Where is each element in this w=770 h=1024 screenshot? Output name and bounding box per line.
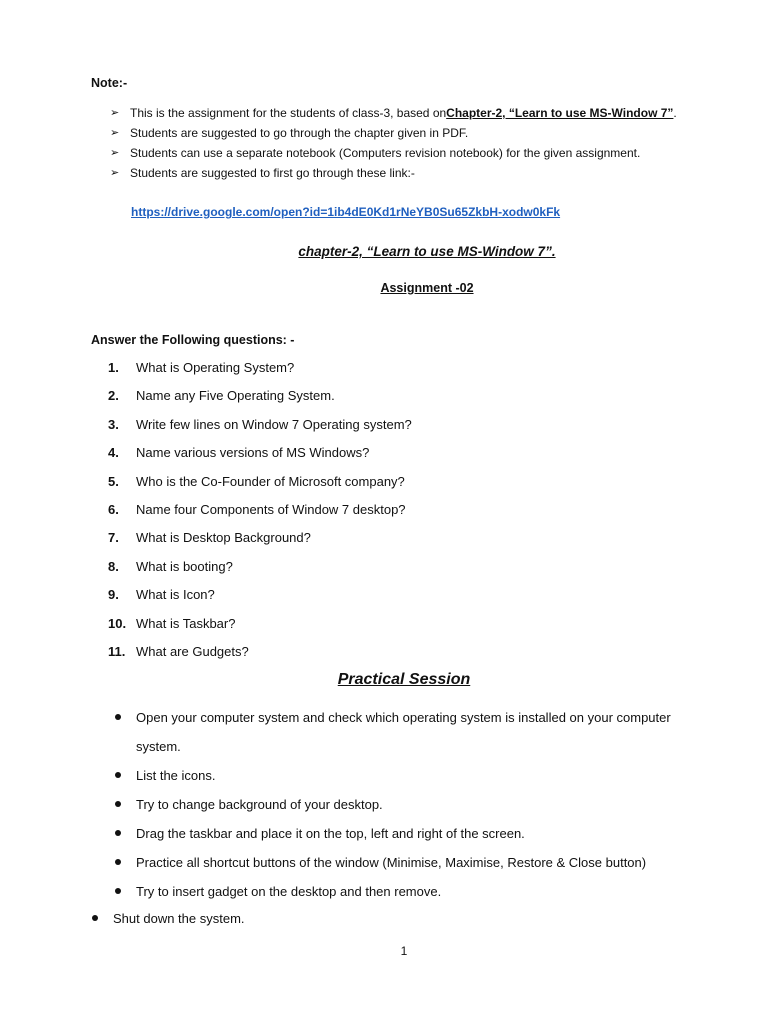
practical-item-text: Try to change background of your desktop. [136,797,383,812]
question-number: 11. [108,643,126,659]
note-list [110,103,677,183]
note-item [110,163,677,183]
arrow-bullet-icon: ➢ [110,147,120,159]
practical-item-text: Open your computer system and check which operating system is installed on your computer system. [136,710,671,754]
question-item [108,356,412,384]
question-number: 10. [108,615,127,631]
question-number: 9. [108,587,119,603]
practical-item [113,877,713,906]
question-number: 2. [108,388,119,404]
question-number: 1. [108,360,119,375]
chapter-title: chapter-2, “Learn to use MS-Window 7”. [298,244,556,259]
bullet-icon [115,830,121,836]
note-label: Note:- [91,76,128,90]
question-item [108,640,412,668]
bullet-icon [115,714,121,720]
question-item [108,413,412,441]
question-number: 5. [108,473,119,489]
bullet-icon [92,915,98,921]
question-item [108,470,412,498]
note-item-text: Students are suggested to first go through these link:- [130,166,415,180]
question-number: 8. [108,558,119,574]
practical-item [113,703,713,761]
arrow-bullet-icon: ➢ [110,127,120,139]
question-list [108,356,412,668]
note-item [110,143,677,163]
assignment-title: Assignment -02 [380,281,474,295]
question-text: Name four Components of Window 7 desktop? [136,501,406,517]
note-item [110,103,677,123]
question-item [108,526,412,554]
question-text: What is Icon? [136,587,215,603]
question-number: 4. [108,445,119,461]
question-item [108,441,412,469]
question-text: Write few lines on Window 7 Operating system? [136,416,412,432]
question-text: What are Gudgets? [136,643,249,659]
question-item [108,583,412,611]
practical-item-text: Practice all shortcut buttons of the window (Minimise, Maximise, Restore & Close button) [136,855,647,870]
drive-link[interactable]: https://drive.google.com/open?id=1ib4dE0Kd1rNeYB0Su65ZkbH-xodw0kFk [131,205,561,219]
page-number: 1 [400,944,408,958]
note-item-text: Students can use a separate notebook (Computers revision notebook) for the given assignment. [130,146,641,160]
arrow-bullet-icon: ➢ [110,167,120,179]
question-number: 6. [108,501,119,517]
bullet-icon [115,772,121,778]
note-item-suffix: . [673,106,677,120]
question-text: What is booting? [136,558,233,574]
practical-item-text: List the icons. [136,768,216,783]
question-text: What is Operating System? [136,360,295,375]
bullet-icon [115,859,121,865]
practical-session-title: Practical Session [337,671,471,688]
question-text: Who is the Co-Founder of Microsoft company? [136,473,405,489]
practical-item-text: Drag the taskbar and place it on the top, left and right of the screen. [136,826,525,841]
question-text: What is Desktop Background? [136,530,311,546]
question-number: 3. [108,416,119,432]
practical-final-item-text: Shut down the system. [113,911,245,926]
practical-item [113,761,713,790]
question-item [108,384,412,412]
question-text: What is Taskbar? [136,615,236,631]
practical-item-text: Try to insert gadget on the desktop and then remove. [136,884,442,899]
practical-list [113,703,713,906]
questions-heading: Answer the Following questions: - [91,333,295,347]
bullet-icon [115,888,121,894]
question-item [108,498,412,526]
note-item [110,123,677,143]
practical-item [113,819,713,848]
practical-final-item [90,904,245,933]
bullet-icon [115,801,121,807]
arrow-bullet-icon: ➢ [110,107,120,119]
note-item-text: This is the assignment for the students of class-3, based on [130,106,447,120]
question-number: 7. [108,530,119,546]
question-item [108,555,412,583]
question-text: Name any Five Operating System. [136,388,335,404]
practical-item [113,848,713,877]
note-item-text: Students are suggested to go through the chapter given in PDF. [130,126,469,140]
practical-item [113,790,713,819]
chapter-reference: Chapter-2, “Learn to use MS-Window 7” [446,106,674,120]
question-item [108,612,412,640]
question-text: Name various versions of MS Windows? [136,445,370,461]
